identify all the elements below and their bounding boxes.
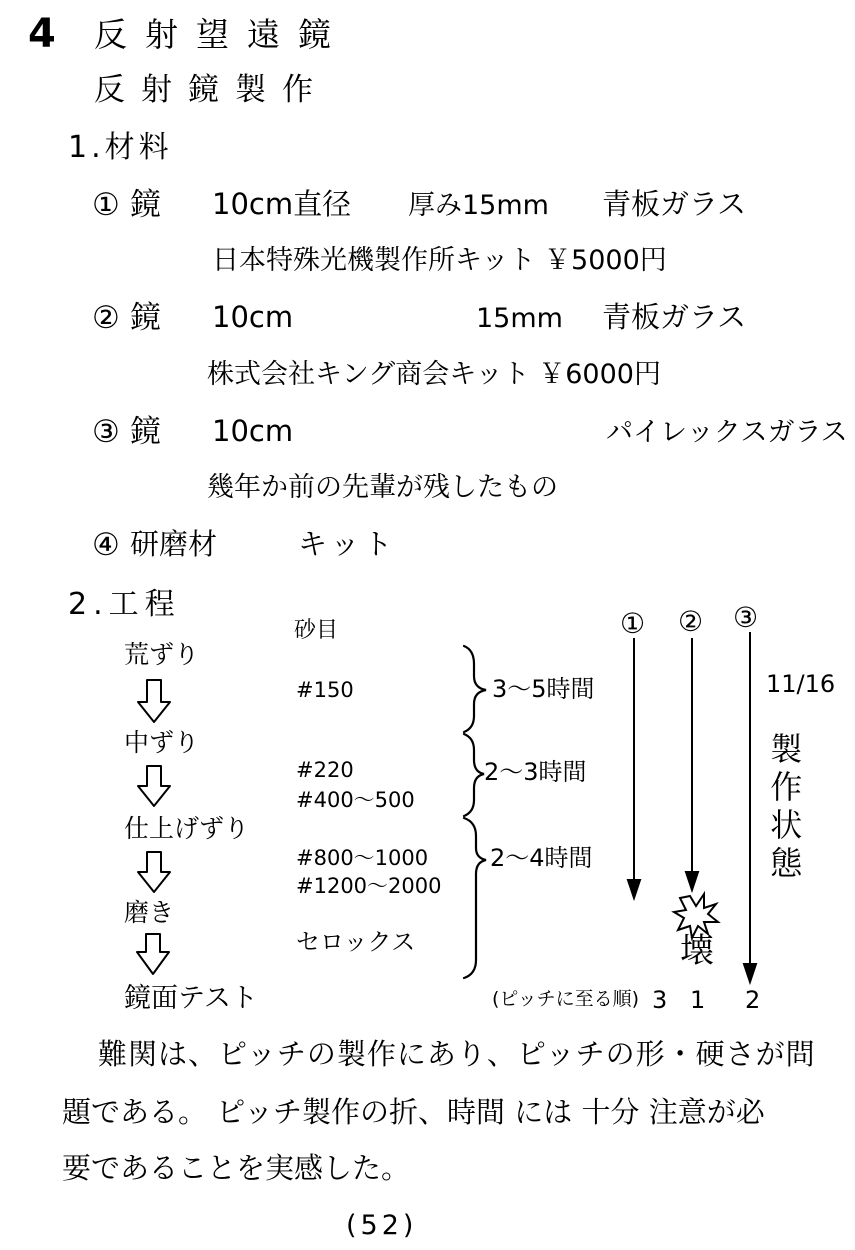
pitch-label: (ピッチに至る順) — [492, 988, 640, 1010]
grit-1200-2000: #1200～2000 — [296, 874, 442, 898]
materials-heading: 1.材料 — [68, 130, 173, 165]
down-arrow-icon — [137, 934, 169, 974]
step-arrows — [137, 680, 170, 974]
conclusion-line-1: 難関は、ピッチの製作にあり、ピッチの形・硬さが問 — [98, 1037, 816, 1071]
pitch-order-2: 1 — [690, 986, 706, 1014]
material-2-name: 鏡 — [130, 300, 161, 336]
material-3-glass: パイレックスガラス — [606, 417, 848, 448]
step-polish: 磨き — [124, 898, 175, 927]
step-finish: 仕上げずり — [124, 814, 250, 843]
grit-800-1000: #800～1000 — [296, 846, 429, 870]
material-3-name: 鏡 — [130, 414, 161, 450]
material-2-glass: 青板ガラス — [602, 300, 747, 334]
step-rough: 荒ずり — [124, 640, 200, 669]
conclusion-line-3: 要であることを実感した。 — [62, 1151, 411, 1185]
time-rough: 3～5時間 — [492, 675, 595, 703]
brace-rough — [464, 646, 486, 732]
grit-400-500: #400～500 — [296, 788, 415, 812]
status-label-text: 製作状態 — [765, 732, 804, 884]
down-arrow-icon — [138, 852, 170, 892]
broken-label: 壊 — [680, 931, 714, 971]
brace-finish — [464, 818, 486, 978]
arrowhead-icon — [686, 872, 698, 890]
grit-220: #220 — [296, 758, 354, 782]
material-2-size: 10cm — [212, 300, 294, 334]
grit-150: #150 — [296, 678, 354, 702]
brace-medium — [464, 734, 484, 816]
conclusion-line-2: 題である。 ピッチ製作の折、時間 には 十分 注意が必 — [62, 1095, 765, 1129]
material-2-marker: ② — [92, 300, 120, 336]
material-1-size: 10cm直径 — [212, 187, 352, 221]
mirror-marker-1: ① — [620, 607, 646, 640]
material-1-glass: 青板ガラス — [602, 187, 747, 221]
down-arrow-icon — [138, 680, 170, 722]
mirror-marker-3: ③ — [733, 601, 759, 634]
step-mirror-test: 鏡面テスト — [124, 983, 258, 1014]
arrowhead-icon — [744, 964, 756, 982]
page-subtitle: 反射鏡製作 — [94, 72, 329, 108]
material-1-marker: ① — [92, 187, 120, 223]
down-arrow-icon — [138, 766, 170, 806]
material-3-marker: ③ — [92, 414, 120, 450]
pitch-order-3: 2 — [745, 986, 761, 1014]
page-title: 反射望遠鏡 — [94, 15, 349, 54]
pitch-order-1: 3 — [652, 986, 668, 1014]
material-4-marker: ④ — [92, 527, 120, 563]
material-4-name: 研磨材 — [130, 527, 218, 561]
material-2-thickness: 15mm — [476, 303, 563, 334]
step-medium: 中ずり — [124, 728, 200, 757]
time-finish: 2～4時間 — [490, 844, 593, 872]
material-3-source: 幾年か前の先輩が残したもの — [207, 472, 558, 503]
mirror-progress-arrows — [628, 632, 756, 982]
material-1-name: 鏡 — [130, 187, 161, 223]
material-3-size: 10cm — [212, 414, 294, 448]
arrowhead-icon — [628, 880, 640, 898]
burst-icon — [674, 894, 718, 938]
material-1-thickness: 厚み15mm — [408, 190, 549, 221]
section-number: 4 — [28, 11, 56, 57]
material-1-source: 日本特殊光機製作所キット ￥5000円 — [212, 245, 667, 276]
time-medium: 2～3時間 — [484, 758, 587, 786]
date-label: 11/16 — [766, 670, 836, 698]
material-2-source: 株式会社キング商会キット ￥6000円 — [207, 359, 661, 390]
grit-cerox: セロックス — [296, 928, 416, 956]
time-braces — [464, 646, 486, 978]
page-number: (52) — [346, 1210, 418, 1241]
process-heading: 2.工程 — [68, 587, 181, 622]
grit-header: 砂目 — [294, 618, 339, 643]
material-4-size: キット — [298, 527, 397, 561]
mirror-marker-2: ② — [678, 605, 704, 638]
